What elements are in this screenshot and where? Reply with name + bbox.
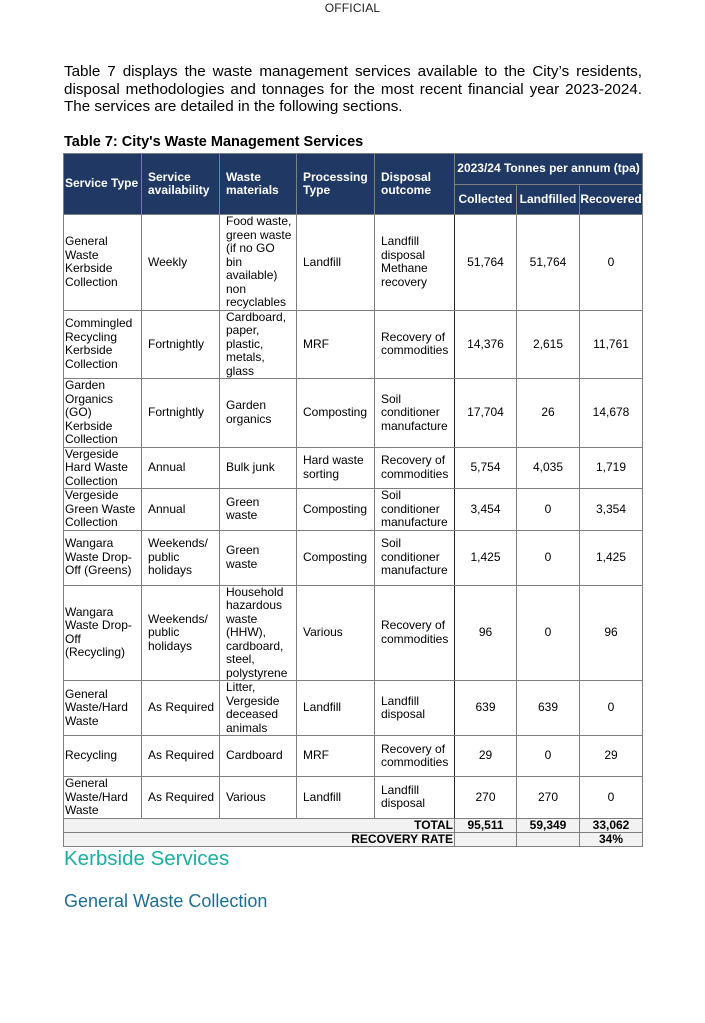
cell-landfilled: 0 xyxy=(517,585,580,681)
total-label: TOTAL xyxy=(64,818,455,832)
cell-recovered: 1,719 xyxy=(580,447,643,489)
table-row xyxy=(64,489,643,531)
cell-processing: Composting xyxy=(297,489,375,531)
heading-general-waste-collection: General Waste Collection xyxy=(64,891,268,911)
total-recovered: 33,062 xyxy=(580,818,643,832)
cell-availability: As Required xyxy=(142,777,220,819)
cell-collected: 29 xyxy=(455,736,517,777)
cell-service-type: General Waste Kerbside Collection xyxy=(64,215,142,311)
cell-service-type: Wangara Waste Drop-Off (Greens) xyxy=(64,530,142,585)
cell-availability: As Required xyxy=(142,736,220,777)
table-caption: Table 7: City's Waste Management Services xyxy=(64,134,364,150)
cell-service-type: Vergeside Green Waste Collection xyxy=(64,489,142,531)
cell-materials: Household hazardous waste (HHW), cardboard, steel, polystyrene xyxy=(220,585,297,681)
cell-processing: Landfill xyxy=(297,215,375,311)
cell-service-type: Wangara Waste Drop-Off (Recycling) xyxy=(64,585,142,681)
header-service-availability: Service availability xyxy=(142,154,220,215)
cell-landfilled: 4,035 xyxy=(517,447,580,489)
cell-landfilled: 639 xyxy=(517,681,580,736)
cell-outcome: Landfill disposal Methane recovery xyxy=(375,215,455,311)
header-disposal-outcome: Disposal outcome xyxy=(375,154,455,215)
cell-collected: 96 xyxy=(455,585,517,681)
cell-processing: MRF xyxy=(297,310,375,379)
cell-materials: Various xyxy=(220,777,297,819)
cell-recovered: 0 xyxy=(580,215,643,311)
cell-availability: Weekends/ public holidays xyxy=(142,585,220,681)
cell-availability: Weekly xyxy=(142,215,220,311)
header-service-type: Service Type xyxy=(64,154,142,215)
header-waste-materials: Waste materials xyxy=(220,154,297,215)
cell-landfilled: 0 xyxy=(517,736,580,777)
cell-processing: Landfill xyxy=(297,777,375,819)
cell-processing: Composting xyxy=(297,530,375,585)
cell-collected: 51,764 xyxy=(455,215,517,311)
cell-materials: Bulk junk xyxy=(220,447,297,489)
cell-outcome: Recovery of commodities xyxy=(375,736,455,777)
cell-landfilled: 2,615 xyxy=(517,310,580,379)
total-collected: 95,511 xyxy=(455,818,517,832)
recovery-rate-empty-cell xyxy=(455,832,517,846)
cell-recovered: 11,761 xyxy=(580,310,643,379)
cell-processing: Landfill xyxy=(297,681,375,736)
cell-recovered: 0 xyxy=(580,777,643,819)
cell-collected: 3,454 xyxy=(455,489,517,531)
cell-service-type: General Waste/Hard Waste xyxy=(64,681,142,736)
cell-outcome: Soil conditioner manufacture xyxy=(375,530,455,585)
table-row xyxy=(64,447,643,489)
table-row xyxy=(64,379,643,448)
recovery-rate-empty-cell xyxy=(517,832,580,846)
cell-recovered: 0 xyxy=(580,681,643,736)
cell-availability: Annual xyxy=(142,447,220,489)
cell-collected: 639 xyxy=(455,681,517,736)
cell-collected: 17,704 xyxy=(455,379,517,448)
cell-service-type: Garden Organics (GO) Kerbside Collection xyxy=(64,379,142,448)
cell-landfilled: 0 xyxy=(517,489,580,531)
table-row xyxy=(64,777,643,819)
table-row xyxy=(64,736,643,777)
table-row xyxy=(64,681,643,736)
cell-outcome: Recovery of commodities xyxy=(375,310,455,379)
cell-materials: Green waste xyxy=(220,489,297,531)
cell-outcome: Soil conditioner manufacture xyxy=(375,489,455,531)
cell-materials: Garden organics xyxy=(220,379,297,448)
table-row xyxy=(64,585,643,681)
cell-landfilled: 26 xyxy=(517,379,580,448)
total-landfilled: 59,349 xyxy=(517,818,580,832)
cell-processing: Hard waste sorting xyxy=(297,447,375,489)
security-marking: OFFICIAL xyxy=(324,1,381,15)
cell-recovered: 29 xyxy=(580,736,643,777)
cell-collected: 14,376 xyxy=(455,310,517,379)
table-row xyxy=(64,310,643,379)
cell-outcome: Landfill disposal xyxy=(375,777,455,819)
cell-materials: Cardboard, paper, plastic, metals, glass xyxy=(220,310,297,379)
header-tonnes-group: 2023/24 Tonnes per annum (tpa) xyxy=(455,154,643,185)
cell-service-type: Vergeside Hard Waste Collection xyxy=(64,447,142,489)
cell-outcome: Landfill disposal xyxy=(375,681,455,736)
header-collected: Collected xyxy=(455,185,517,215)
cell-outcome: Recovery of commodities xyxy=(375,447,455,489)
cell-service-type: Commingled Recycling Kerbside Collection xyxy=(64,310,142,379)
cell-recovered: 1,425 xyxy=(580,530,643,585)
table-row xyxy=(64,530,643,585)
total-row xyxy=(64,818,643,832)
header-processing-type: Processing Type xyxy=(297,154,375,215)
recovery-rate-label: RECOVERY RATE xyxy=(64,832,455,846)
cell-recovered: 14,678 xyxy=(580,379,643,448)
cell-processing: Various xyxy=(297,585,375,681)
cell-availability: Fortnightly xyxy=(142,310,220,379)
cell-availability: Annual xyxy=(142,489,220,531)
cell-materials: Food waste, green waste (if no GO bin available) non recyclables xyxy=(220,215,297,311)
cell-landfilled: 51,764 xyxy=(517,215,580,311)
cell-materials: Cardboard xyxy=(220,736,297,777)
waste-services-table xyxy=(63,153,643,847)
recovery-rate-row xyxy=(64,832,643,846)
cell-outcome: Recovery of commodities xyxy=(375,585,455,681)
cell-recovered: 3,354 xyxy=(580,489,643,531)
header-recovered: Recovered xyxy=(580,185,643,215)
cell-collected: 270 xyxy=(455,777,517,819)
table-row xyxy=(64,215,643,311)
cell-service-type: General Waste/Hard Waste xyxy=(64,777,142,819)
header-landfilled: Landfilled xyxy=(517,185,580,215)
intro-paragraph: Table 7 displays the waste management services available to the City’s residents, disposal methodologies and tonnages for the most recent financial year 2023-2024. The services are detailed in the following sections. xyxy=(64,63,642,115)
cell-materials: Litter, Vergeside deceased animals xyxy=(220,681,297,736)
recovery-rate-value: 34% xyxy=(580,832,643,846)
cell-collected: 5,754 xyxy=(455,447,517,489)
cell-recovered: 96 xyxy=(580,585,643,681)
cell-collected: 1,425 xyxy=(455,530,517,585)
cell-availability: As Required xyxy=(142,681,220,736)
heading-kerbside-services: Kerbside Services xyxy=(64,847,230,870)
cell-materials: Green waste xyxy=(220,530,297,585)
cell-processing: MRF xyxy=(297,736,375,777)
cell-landfilled: 0 xyxy=(517,530,580,585)
cell-outcome: Soil conditioner manufacture xyxy=(375,379,455,448)
cell-availability: Fortnightly xyxy=(142,379,220,448)
cell-processing: Composting xyxy=(297,379,375,448)
cell-service-type: Recycling xyxy=(64,736,142,777)
cell-availability: Weekends/ public holidays xyxy=(142,530,220,585)
cell-landfilled: 270 xyxy=(517,777,580,819)
